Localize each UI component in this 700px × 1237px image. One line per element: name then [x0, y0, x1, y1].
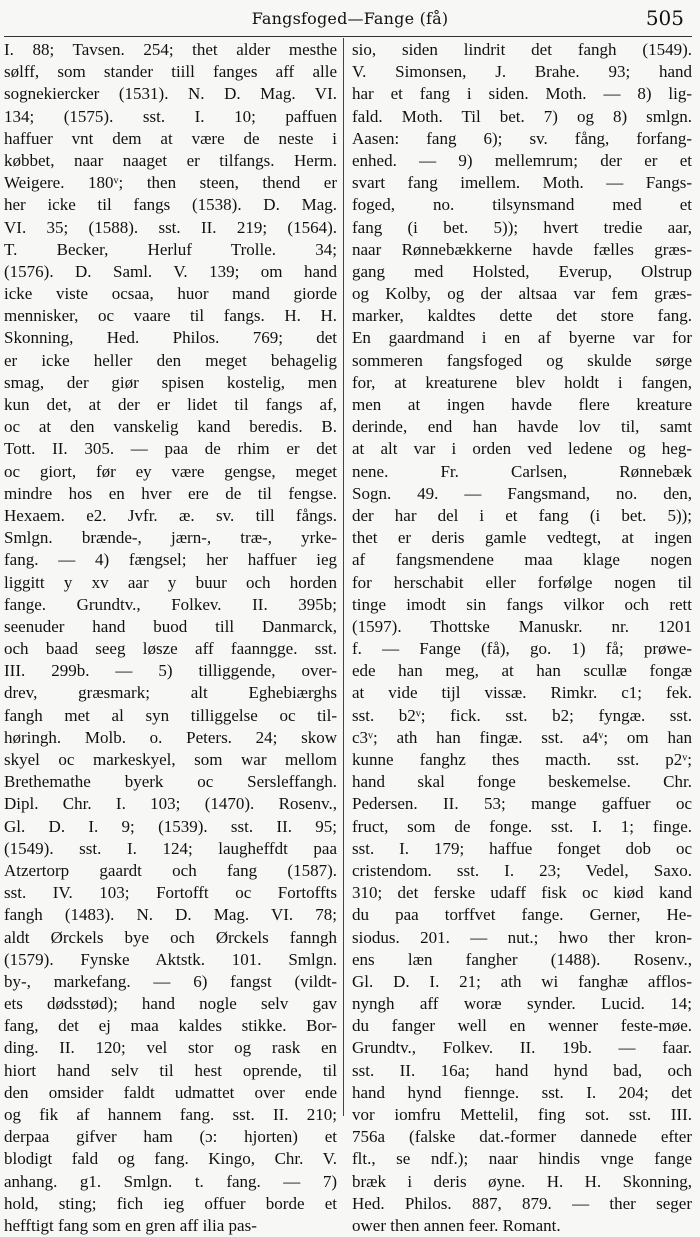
text-line: ding. II. 120; vel stor og rask en	[4, 1038, 337, 1058]
text-line: sio, siden lindrit det fangh (1549).	[352, 40, 692, 59]
text-line: at vide tijl vissæ. Rimkr. c1; fek.	[352, 683, 692, 703]
text-line: I. 88; Tavsen. 254; thet alder mesthe	[4, 40, 337, 59]
text-line: foged, no. tilsynsmand med et	[352, 195, 692, 215]
text-line: nyngh aff woræ synder. Lucid. 14;	[352, 994, 692, 1014]
text-line: fruct, som de fonge. sst. I. 1; finge.	[352, 816, 692, 836]
text-line: for herschabit eller forfølge nogen til	[352, 572, 692, 592]
text-line: og fik af hannem fang. sst. II. 210;	[4, 1105, 337, 1124]
text-line: by-, markefang. — 6) fangst (vildt-	[4, 971, 337, 991]
text-line: V. Simonsen, J. Brahe. 93; hand	[352, 62, 692, 82]
text-line: hold, sting; fich ieg offuer borde et	[4, 1193, 337, 1213]
text-line: cristendom. sst. I. 23; Vedel, Saxo.	[352, 860, 692, 880]
text-line: mindre hos en hver ere de til fengse.	[4, 483, 337, 503]
text-line: der har del i et fang (i bet. 5));	[352, 505, 692, 525]
left-column	[4, 39, 337, 1237]
text-line: du fanger well en wenner feste-møe.	[352, 1016, 692, 1036]
text-line: siodus. 201. — nut.; hwo ther kron-	[352, 927, 692, 947]
text-line: Aasen: fang 6); sv. fång, forfang-	[352, 128, 692, 148]
text-line: fangh (1483). N. D. Mag. VI. 78;	[4, 905, 337, 925]
text-line: for, at kreaturene blev holdt i fangen,	[352, 372, 692, 392]
text-line: (1549). sst. I. 124; laugheffdt paa	[4, 838, 337, 858]
text-line: 756a (falske dat.-former dannede efter	[352, 1127, 692, 1147]
text-line: Hed. Philos. 887, 879. — ther seger	[352, 1193, 692, 1213]
text-line: Brethemathe byerk oc Sersleffangh.	[4, 772, 337, 792]
text-line: sommeren fangsfoged og skulde sørge	[352, 350, 692, 370]
text-line: 134; (1575). sst. I. 10; paffuen	[4, 106, 337, 126]
text-line: VI. 35; (1588). sst. II. 219; (1564).	[4, 217, 337, 237]
text-line: Dipl. Chr. I. 103; (1470). Rosenv.,	[4, 794, 337, 814]
text-line: Weigere. 180ᵛ; then steen, thend er	[4, 173, 337, 193]
text-line: sognekiercker (1531). N. D. Mag. VI.	[4, 84, 337, 104]
text-line: f. — Fange (få), go. 1) få; prøwe-	[352, 639, 692, 659]
text-line: fangh met al syn tilliggelse oc til-	[4, 705, 337, 725]
text-line: Tott. II. 305. — paa de rhim er det	[4, 439, 337, 459]
text-line: sst. b2ᵛ; fick. sst. b2; fyngæ. sst.	[352, 705, 692, 725]
text-line: købbet, naar naaget er tilfangs. Herm.	[4, 150, 337, 170]
text-line: anhang. g1. Smlgn. t. fang. — 7)	[4, 1171, 337, 1191]
text-line: fald. Moth. Til bet. 7) og 8) smlgn.	[352, 106, 692, 126]
text-line: høringh. Molb. o. Peters. 24; skow	[4, 727, 337, 747]
text-line: ens læn fangher (1488). Rosenv.,	[352, 949, 692, 969]
text-line: flt., se ndf.); naar hindis vnge fange	[352, 1149, 692, 1169]
text-line: seenuder hand buod till Danmarck,	[4, 616, 337, 636]
text-line: men at ingen havde flere kreature	[352, 395, 692, 414]
text-line: mennisker, oc vaare til fangs. H. H.	[4, 306, 337, 326]
text-line: af fangsmendene maa klage nogen	[352, 550, 692, 570]
text-line: hiort hand selv til hest oprende, til	[4, 1060, 337, 1080]
text-line: (1576). D. Saml. V. 139; om hand	[4, 261, 337, 281]
text-line: (1579). Fynske Aktstk. 101. Smlgn.	[4, 949, 337, 969]
text-line: tinge imodt sin fangs vilkor och rett	[352, 594, 692, 614]
column-divider	[343, 38, 344, 1116]
text-line: thet er deris gamle vedtegt, at ingen	[352, 528, 692, 548]
text-line: sølff, som stander tiill fanges aff alle	[4, 62, 337, 82]
text-line: smag, der giør spisen kostelig, men	[4, 372, 337, 392]
text-line: blodigt fald og fang. Kingo, Chr. V.	[4, 1149, 337, 1169]
text-line: hefftigt fang som en gren aff ilia pas-	[4, 1215, 257, 1235]
text-line: sst. II. 16a; hand hynd bad, och	[352, 1060, 692, 1080]
text-line: du paa torffvet fange. Gerner, He-	[352, 905, 692, 925]
text-line: c3ᵛ; ath han fingæ. sst. a4ᵛ; om han	[352, 727, 692, 747]
text-line: ede han meg, at han scullæ fongæ	[352, 661, 692, 681]
text-line: Skonning, Hed. Philos. 769; det	[4, 328, 337, 348]
text-line: oc at den vanskelig kand beredis. B.	[4, 417, 337, 437]
text-line: ets dødsstød); hand nogle selv gav	[4, 994, 337, 1014]
text-line: aldt Ørckels bye och Ørckels fanngh	[4, 927, 337, 947]
text-line: enhed. — 9) mellemrum; der er et	[352, 150, 692, 170]
text-line: fange. Grundtv., Folkev. II. 395b;	[4, 594, 337, 614]
text-line: Smlgn. brænde-, jærn-, træ-, yrke-	[4, 528, 337, 548]
text-line: 310; det ferske udaff fisk oc kiød kand	[352, 883, 692, 903]
text-line: hand skal fonge beskemelse. Chr.	[352, 772, 692, 792]
right-column	[352, 39, 692, 1237]
text-line: kun det, at der er lidet til fangs af,	[4, 395, 337, 414]
text-line: hand hynd fiennge. sst. I. 204; det	[352, 1082, 692, 1102]
text-line: nene. Fr. Carlsen, Rønnebæk	[352, 461, 692, 481]
text-line: Pedersen. II. 53; mange gaffuer oc	[352, 794, 692, 814]
text-line: naar Rønnebækkerne havde fælles græs-	[352, 239, 692, 259]
text-line: Sogn. 49. — Fangsmand, no. den,	[352, 483, 692, 503]
text-line: drev, græsmark; alt Eghebiærghs	[4, 683, 337, 703]
text-line: gang med Holsted, Everup, Olstrup	[352, 261, 692, 281]
text-line: Hexaem. e2. Jvfr. æ. sv. till fångs.	[4, 505, 337, 525]
text-line: oc giort, før ey være gengse, meget	[4, 461, 337, 481]
text-line: vor iomfru Mettelil, fing sot. sst. III.	[352, 1105, 692, 1124]
text-line: bræk i deris øyne. H. H. Skonning,	[352, 1171, 692, 1191]
text-line: her icke til fangs (1538). D. Mag.	[4, 195, 337, 215]
text-line: ower then annen feer. Romant.	[352, 1215, 561, 1235]
text-line: III. 299b. — 5) tilliggende, over-	[4, 661, 337, 681]
text-line: En gaardmand i en af byerne var for	[352, 328, 692, 348]
text-line: svart fang imellem. Moth. — Fangs-	[352, 173, 692, 193]
text-line: har et fang i siden. Moth. — 8) lig-	[352, 84, 692, 104]
text-line: marker, kaldtes dette det store fang.	[352, 306, 692, 326]
text-line: derinde, end han havde lov til, samt	[352, 417, 692, 437]
text-line: icke viste ocsaa, huor mand giorde	[4, 284, 337, 304]
text-line: Gl. D. I. 21; ath wi fanghæ afflos-	[352, 971, 692, 991]
text-line: Grundtv., Folkev. II. 19b. — faar.	[352, 1038, 692, 1058]
text-line: er icke heller den meget behagelig	[4, 350, 337, 370]
header-rule	[4, 36, 692, 37]
text-line: och baad seeg løsze aff faanngge. sst.	[4, 639, 337, 659]
text-line: sst. IV. 103; Fortofft oc Fortoffts	[4, 883, 337, 903]
text-line: sst. I. 179; haffue fonget dob oc	[352, 838, 692, 858]
text-line: (1597). Thottske Manuskr. nr. 1201	[352, 616, 692, 636]
running-head: Fangsfoged—Fange (få)	[251, 9, 449, 28]
page-header	[0, 6, 700, 32]
text-line: haffuer vnt dem at være de neste i	[4, 128, 337, 148]
text-line: Gl. D. I. 9; (1539). sst. II. 95;	[4, 816, 337, 836]
text-line: T. Becker, Herluf Trolle. 34;	[4, 239, 337, 259]
text-line: fang, det ej maa kaldes stikke. Bor-	[4, 1016, 337, 1036]
text-line: Atzertorp gaardt och fang (1587).	[4, 860, 337, 880]
text-line: at alt var i orden ved ledene og heg-	[352, 439, 692, 459]
text-line: fang (i bet. 5)); hvert tredie aar,	[352, 217, 692, 237]
text-line: derpaa gifver ham (ɔ: hjorten) et	[4, 1127, 337, 1147]
text-line: skyel oc markeskyel, som war mellom	[4, 750, 337, 769]
text-line: og Kolby, og der altsaa var fem græs-	[352, 284, 692, 304]
text-line: kunne fanghz thes macth. sst. p2ᵛ;	[352, 750, 692, 769]
text-line: liggitt y xv aar y buur och horden	[4, 572, 337, 592]
text-line: den omsider faldt udmattet over ende	[4, 1082, 337, 1102]
text-line: fang. — 4) fængsel; her haffuer ieg	[4, 550, 337, 570]
page-number: 505	[645, 6, 684, 30]
